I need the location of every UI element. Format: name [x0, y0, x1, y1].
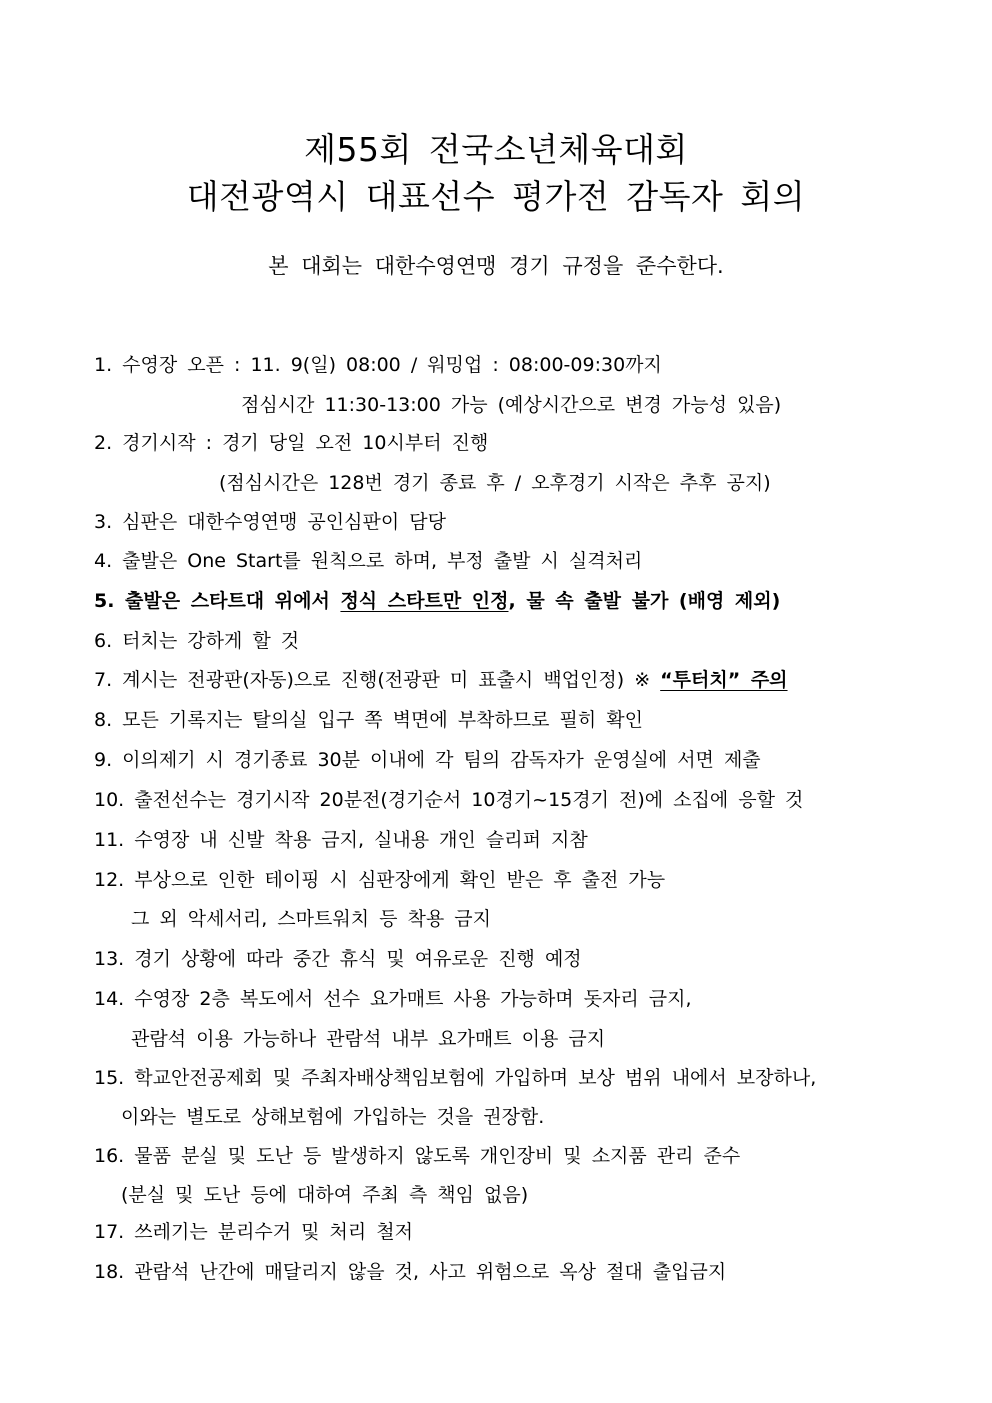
rule-14-note: 관람석 이용 가능하나 관람석 내부 요가매트 이용 금지: [131, 1028, 606, 1050]
rule-8: 8. 모든 기록지는 탈의실 입구 쪽 벽면에 부착하므로 필히 확인: [94, 709, 643, 731]
rule-13: 13. 경기 상황에 따라 중간 휴식 및 여유로운 진행 예정: [94, 948, 582, 970]
rule-4: 4. 출발은 One Start를 원칙으로 하며, 부정 출발 시 실격처리: [94, 550, 643, 572]
rule-5: [94, 586, 780, 613]
rule-17: 17. 쓰레기는 분리수거 및 처리 철저: [94, 1221, 414, 1243]
rule-15: 15. 학교안전공제회 및 주최자배상책임보험에 가입하며 보상 범위 내에서 보장하나,: [94, 1067, 817, 1089]
rule-16: 16. 물품 분실 및 도난 등 발생하지 않도록 개인장비 및 소지품 관리 준수: [94, 1145, 741, 1167]
rule-18: 18. 관람석 난간에 매달리지 않을 것, 사고 위험으로 옥상 절대 출입금지: [94, 1261, 727, 1283]
rule-1: 1. 수영장 오픈 : 11. 9(일) 08:00 / 워밍업 : 08:00-09:30까지: [94, 354, 662, 376]
rule-12: 12. 부상으로 인한 테이핑 시 심판장에게 확인 받은 후 출전 가능: [94, 869, 666, 891]
page-title: 제55회 전국소년체육대회: [304, 130, 688, 169]
rule-2: 2. 경기시작 : 경기 당일 오전 10시부터 진행: [94, 432, 489, 454]
rule-15-note: 이와는 별도로 상해보험에 가입하는 것을 권장함.: [121, 1106, 545, 1128]
rule-5-emphasis: 정식 스타트만 인정: [340, 590, 509, 612]
rule-11: 11. 수영장 내 신발 착용 금지, 실내용 개인 슬리퍼 지참: [94, 829, 588, 851]
rule-7: [94, 665, 788, 692]
rule-2-note: (점심시간은 128번 경기 종료 후 / 오후경기 시작은 추후 공지): [219, 472, 771, 494]
intro-text: 본 대회는 대한수영연맹 경기 규정을 준수한다.: [268, 254, 724, 278]
page-subtitle: 대전광역시 대표선수 평가전 감독자 회의: [186, 177, 806, 216]
rule-1-note: 점심시간 11:30-13:00 가능 (예상시간으로 변경 가능성 있음): [241, 394, 782, 416]
rule-5-part-a: 5. 출발은 스타트대 위에서: [94, 590, 341, 612]
rule-9: 9. 이의제기 시 경기종료 30분 이내에 각 팀의 감독자가 운영실에 서면 제출: [94, 749, 761, 771]
rule-6: 6. 터치는 강하게 할 것: [94, 630, 300, 652]
rule-16-note: (분실 및 도난 등에 대하여 주최 측 책임 없음): [121, 1184, 529, 1206]
rule-3: 3. 심판은 대한수영연맹 공인심판이 담당: [94, 511, 446, 533]
rule-7-part-a: 7. 계시는 전광판(자동)으로 진행(전광판 미 표출시 백업인정) ※: [94, 669, 661, 691]
rule-7-emphasis: “투터치” 주의: [660, 669, 788, 691]
rule-5-part-c: , 물 속 출발 불가 (배영 제외): [508, 590, 781, 612]
rule-12-note: 그 외 악세서리, 스마트워치 등 착용 금지: [131, 908, 491, 930]
rule-10: 10. 출전선수는 경기시작 20분전(경기순서 10경기~15경기 전)에 소집에 응할 것: [94, 789, 804, 811]
rule-14: 14. 수영장 2층 복도에서 선수 요가매트 사용 가능하며 돗자리 금지,: [94, 988, 692, 1010]
